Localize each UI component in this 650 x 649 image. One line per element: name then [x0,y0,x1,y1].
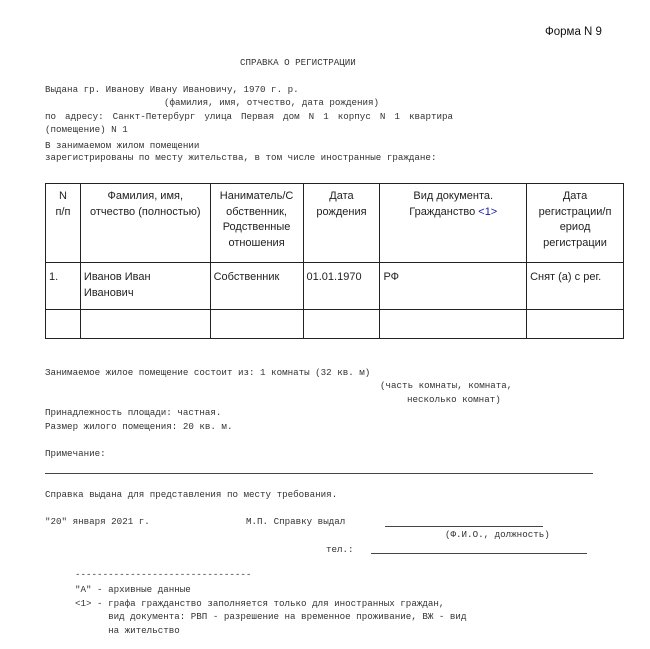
note-label: Примечание: [45,448,106,459]
cell-full-name [80,310,210,339]
cell-relation: Собственник [210,263,303,310]
table-row [46,263,624,310]
footnote-1-line-2: вид документа: РВП - разрешение на временное проживание, ВЖ - вид [75,611,467,622]
cell-document: РФ [380,263,527,310]
cell-birth-date [303,310,380,339]
issued-to-hint: (фамилия, имя, отчество, дата рождения) [164,97,380,108]
form-number: Форма N 9 [545,26,602,38]
header-number: N п/п [46,184,81,263]
address-line-2: (помещение) N 1 [45,124,128,135]
cell-full-name: Иванов Иван Иванович [80,263,210,310]
cell-registration [527,310,624,339]
living-size: Размер жилого помещения: 20 кв. м. [45,421,233,432]
cell-number: 1. [46,263,81,310]
purpose: Справка выдана для представления по месту требования. [45,489,338,500]
issued-by-label: М.П. Справку выдал [246,516,346,527]
issued-by-hint: (Ф.И.О., должность) [445,529,550,540]
cell-relation [210,310,303,339]
footnote-ref-link[interactable]: <1> [478,205,498,218]
phone-label: тел.: [326,544,354,555]
registered-line-1: В занимаемом жилом помещении [45,140,200,151]
address-line-1: по адресу: Санкт-Петербург улица Первая дом N 1 корпус N 1 квартира [45,111,454,122]
note-line [45,473,593,474]
issue-date: "20" января 2021 г. [45,516,150,527]
table-row [46,310,624,339]
rooms-info: Занимаемое жилое помещение состоит из: 1 комнаты (32 кв. м) [45,367,371,378]
ownership: Принадлежность площади: частная. [45,407,222,418]
footnote-1-line-1: <1> - графа гражданство заполняется только для иностранных граждан, [75,598,445,609]
issued-by-line [385,526,543,527]
header-document: Вид документа. Гражданство <1> [380,184,527,263]
phone-line [371,553,587,554]
registered-line-2: зарегистрированы по месту жительства, в том числе иностранные граждане: [45,152,437,163]
header-registration-date: Дата регистрации/п ериод регистрации [527,184,624,263]
table-header-row [46,184,624,263]
header-relation: Наниматель/С обственник, Родственные отношения [210,184,303,263]
footnote-1-line-3: на жительство [75,625,180,636]
document-title: СПРАВКА О РЕГИСТРАЦИИ [240,57,356,68]
cell-birth-date: 01.01.1970 [303,263,380,310]
rooms-hint-2: несколько комнат) [407,394,501,405]
issued-to: Выдана гр. Иванову Ивану Ивановичу, 1970 г. р. [45,84,299,95]
cell-document [380,310,527,339]
footnote-separator: -------------------------------- [75,569,252,580]
residents-table [45,183,624,339]
footnote-a: "А" - архивные данные [75,584,191,595]
header-birth-date: Дата рождения [303,184,380,263]
cell-registration: Снят (а) с рег. [527,263,624,310]
rooms-hint-1: (часть комнаты, комната, [380,380,513,391]
cell-number [46,310,81,339]
header-full-name: Фамилия, имя, отчество (полностью) [80,184,210,263]
